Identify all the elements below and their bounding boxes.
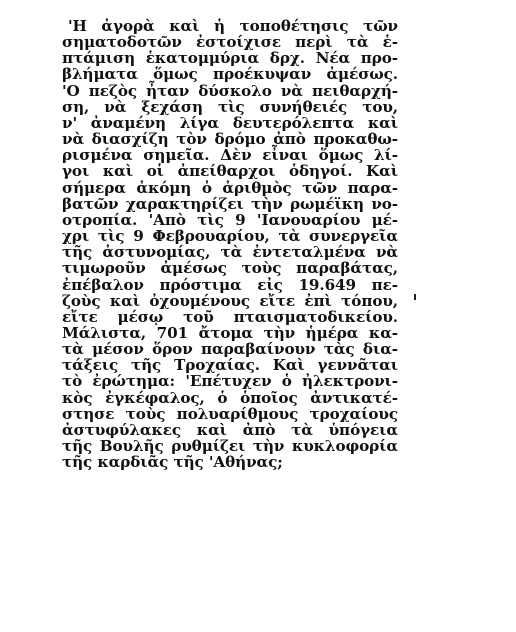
- article-line: ση, νὰ ξεχάση τὶς συνήθειές του,: [62, 97, 398, 116]
- article-line: ρισμένα σημεῖα. Δὲν εἶναι ὅμως λί-: [62, 146, 398, 165]
- margin-mark: [414, 294, 416, 300]
- article-line: ζοὺς καὶ ὀχουμένους εἴτε ἐπὶ τόπου,: [62, 291, 398, 310]
- article-line: ν' ἀναμένη λίγα δευτερόλεπτα καὶ: [62, 113, 398, 132]
- article-line: χρι τὶς 9 Φεβρουαρίου, τὰ συνεργεῖα: [62, 227, 398, 246]
- article-line: τῆς καρδιᾶς τῆς 'Αθήνας;: [62, 453, 283, 472]
- article-line: πτάμιση ἑκατομμύρια δρχ. Νέα προ-: [62, 49, 398, 68]
- article-line: 'Ο πεζὸς ἦταν δύσκολο νὰ πειθαρχή-: [62, 81, 398, 100]
- article-line: οτροπία. 'Απὸ τὶς 9 'Ιανουαρίου μέ-: [62, 210, 398, 229]
- article-line: τάξεις τῆς Τροχαίας. Καὶ γεννᾶται: [62, 356, 398, 375]
- article-line: τὰ μέσον ὅρον παραβαίνουν τὰς δια-: [62, 340, 398, 359]
- article-line: σηματοδοτῶν ἐστοίχισε περὶ τὰ ἑ-: [62, 33, 398, 52]
- article-line: τῆς ἀστυνομίας, τὰ ἐντεταλμένα νὰ: [62, 243, 398, 262]
- article-line: νὰ διασχίζη τὸν δρόμο ἀπὸ προκαθω-: [62, 130, 398, 149]
- article-line: βλήματα ὅμως προέκυψαν ἀμέσως.: [62, 65, 398, 84]
- article-line: τῆς Βουλῆς ρυθμίζει τὴν κυκλοφορία: [62, 437, 398, 456]
- article-line: βατῶν χαρακτηρίζει τὴν ρωμέϊκη νο-: [62, 194, 398, 213]
- article-line: ἐπέβαλον πρόστιμα εἰς 19.649 πε-: [62, 275, 398, 294]
- article-line: ἀστυφύλακες καὶ ἀπὸ τὰ ὑπόγεια: [62, 420, 398, 439]
- article-line: Μάλιστα, 701 ἄτομα τὴν ἡμέρα κα-: [62, 323, 398, 342]
- article-line: τὸ ἐρώτημα: 'Επέτυχεν ὁ ἠλεκτρονι-: [62, 372, 398, 391]
- article-line: στησε τοὺς πολυαρίθμους τροχαίους: [62, 404, 398, 423]
- article-line: σήμερα ἀκόμη ὁ ἀριθμὸς τῶν παρα-: [62, 178, 398, 197]
- article-line: τιμωροῦν ἀμέσως τοὺς παραβάτας,: [62, 259, 398, 278]
- newspaper-clipping: [62, 18, 398, 470]
- article-line: 'Η ἀγορὰ καὶ ἡ τοποθέτησις τῶν: [68, 17, 398, 35]
- article-line: κὸς ἐγκέφαλος, ὁ ὁποῖος ἀντικατέ-: [62, 388, 398, 407]
- article-line: γοι καὶ οἱ ἀπείθαρχοι ὁδηγοί. Καὶ: [62, 162, 398, 181]
- article-line: εἴτε μέσῳ τοῦ πταισματοδικείου.: [62, 307, 398, 326]
